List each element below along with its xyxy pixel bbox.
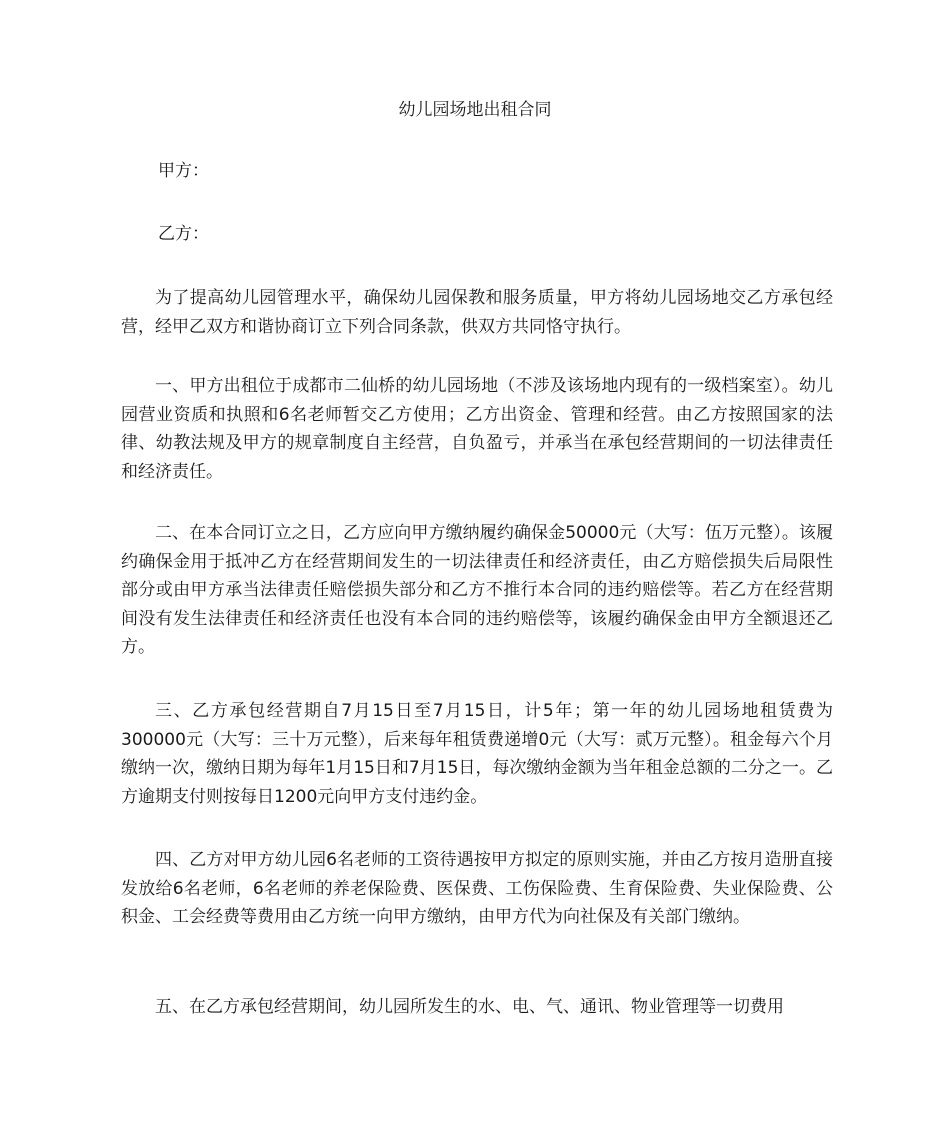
clause-4: 四、乙方对甲方幼儿园6名老师的工资待遇按甲方拟定的原则实施，并由乙方按月造册直接发放给6名老师，6名老师的养老保险费、医保费、工伤保险费、生育保险费、失业保险费、公积金、工会经费等费用由乙方统一向甲方缴纳，由甲方代为向社保及有关部门缴纳。: [121, 850, 833, 927]
intro-paragraph: 为了提高幼儿园管理水平，确保幼儿园保教和服务质量，甲方将幼儿园场地交乙方承包经营，经甲乙双方和谐协商订立下列合同条款，供双方共同恪守执行。: [121, 288, 833, 337]
clause-5: 五、在乙方承包经营期间，幼儿园所发生的水、电、气、通讯、物业管理等一切费用: [155, 997, 784, 1017]
party-a-label: 甲方：: [158, 161, 209, 181]
document-title: 幼儿园场地出租合同: [398, 100, 552, 120]
clause-3: 三、乙方承包经营期自7月15日至7月15日，计5年；第一年的幼儿园场地租赁费为300000元（大写：三十万元整），后来每年租赁费递增0元（大写：贰万元整）。租金每六个月缴纳一次，缴纳日期为每年1月15日和7月15日，每次缴纳金额为当年租金总额的二分之一。乙方逾期支付则按每日1200元向甲方支付违约金。: [121, 701, 833, 807]
party-b-label: 乙方：: [158, 224, 209, 244]
clause-1: 一、甲方出租位于成都市二仙桥的幼儿园场地（不涉及该场地内现有的一级档案室）。幼儿园营业资质和执照和6名老师暂交乙方使用；乙方出资金、管理和经营。由乙方按照国家的法律、幼教法规及甲方的规章制度自主经营，自负盈亏，并承当在承包经营期间的一切法律责任和经济责任。: [121, 376, 833, 482]
clause-2: 二、在本合同订立之日，乙方应向甲方缴纳履约确保金50000元（大写：伍万元整）。该履约确保金用于抵冲乙方在经营期间发生的一切法律责任和经济责任，由乙方赔偿损失后局限性部分或由甲方承当法律责任赔偿损失部分和乙方不推行本合同的违约赔偿等。若乙方在经营期间没有发生法律责任和经济责任也没有本合同的违约赔偿等，该履约确保金由甲方全额退还乙方。: [121, 523, 833, 657]
